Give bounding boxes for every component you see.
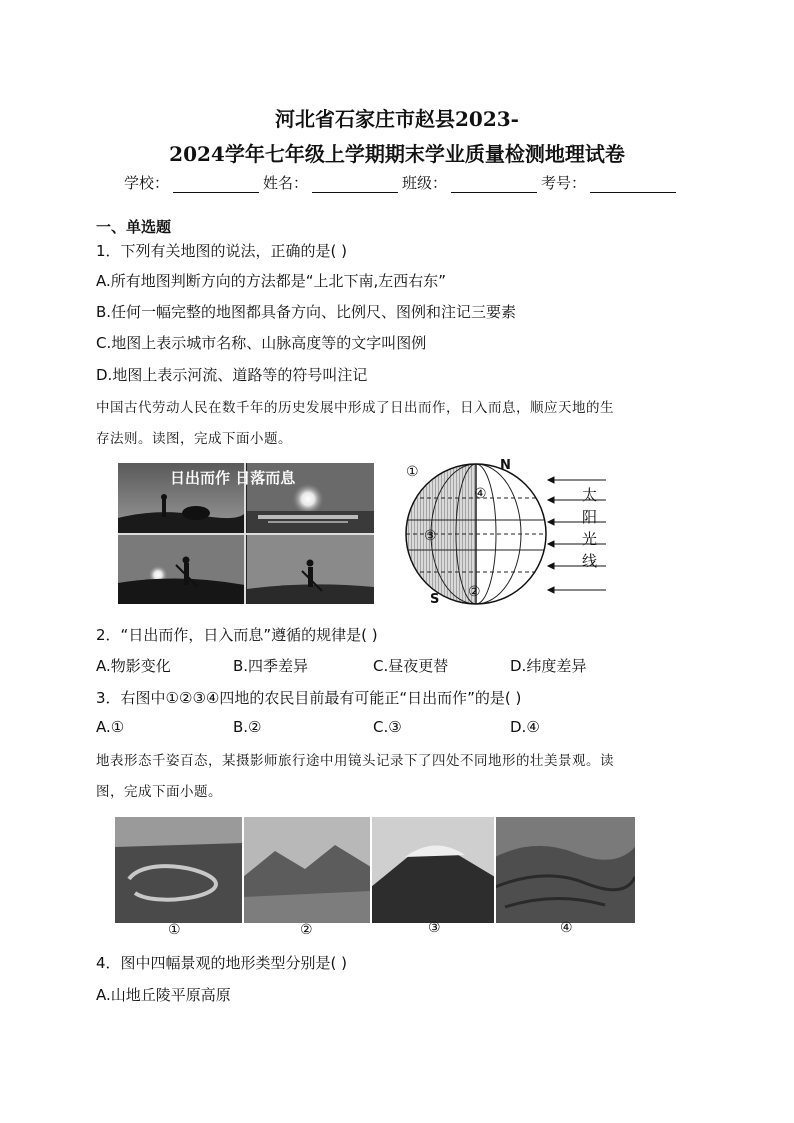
marker-2-label: ②	[468, 584, 481, 600]
q2-option-d[interactable]: D.纬度差异	[510, 657, 587, 675]
sunrise-work-photo-collage	[118, 463, 374, 604]
exam-title-line-2: 2024学年七年级上学期期末学业质量检测地理试卷	[169, 142, 625, 166]
photo-caption: 日出而作 日落而息	[170, 469, 296, 487]
intro2-line-2: 图，完成下面小题。	[96, 784, 222, 800]
landform-label-4: ④	[560, 920, 573, 936]
class-blank[interactable]	[451, 178, 537, 193]
exam-number-field[interactable]	[541, 172, 676, 193]
class-label: 班级：	[402, 174, 448, 192]
landform-label-2: ②	[300, 922, 313, 938]
exam-number-label: 考号：	[541, 174, 587, 192]
q3-option-b[interactable]: B.②	[233, 718, 262, 736]
landform-photos-strip	[115, 817, 635, 923]
sunlight-char-3: 光	[582, 530, 598, 548]
sunlight-char-2: 阳	[582, 508, 598, 526]
intro2-line-1: 地表形态千姿百态，某摄影师旅行途中用镜头记录下了四处不同地形的壮美景观。读	[96, 753, 614, 769]
q1-option-c[interactable]: C.地图上表示城市名称、山脉高度等的文字叫图例	[96, 334, 427, 352]
marker-1-label: ①	[406, 464, 419, 480]
q2-option-b[interactable]: B.四季差异	[233, 657, 309, 675]
school-field[interactable]	[124, 172, 259, 193]
marker-3-label: ③	[424, 528, 437, 544]
q2-option-c[interactable]: C.昼夜更替	[373, 657, 449, 675]
q2-stem: 2．“日出而作，日入而息”遵循的规律是( )	[96, 626, 378, 644]
name-label: 姓名：	[263, 174, 309, 192]
q1-stem: 1．下列有关地图的说法，正确的是( )	[96, 242, 348, 260]
q4-option-a[interactable]: A.山地丘陵平原高原	[96, 986, 231, 1004]
q3-option-a[interactable]: A.①	[96, 718, 125, 736]
globe-daylight-diagram	[396, 458, 610, 608]
q3-stem: 3．右图中①②③④四地的农民目前最有可能正“日出而作”的是( )	[96, 689, 522, 707]
exam-title-line-1: 河北省石家庄市赵县2023-	[275, 107, 519, 131]
q1-option-d[interactable]: D.地图上表示河流、道路等的符号叫注记	[96, 366, 368, 384]
q1-option-b[interactable]: B.任何一幅完整的地图都具备方向、比例尺、图例和注记三要素	[96, 303, 517, 321]
school-label: 学校：	[124, 174, 170, 192]
marker-4-label: ④	[474, 486, 487, 502]
landform-label-3: ③	[428, 920, 441, 936]
intro1-line-2: 存法则。读图，完成下面小题。	[96, 431, 292, 447]
south-pole-label: S	[430, 592, 440, 607]
name-blank[interactable]	[312, 178, 398, 193]
school-blank[interactable]	[173, 178, 259, 193]
name-field[interactable]	[263, 172, 398, 193]
q3-option-d[interactable]: D.④	[510, 718, 540, 736]
q3-option-c[interactable]: C.③	[373, 718, 402, 736]
class-field[interactable]	[402, 172, 537, 193]
intro1-line-1: 中国古代劳动人民在数千年的历史发展中形成了日出而作，日入而息，顺应天地的生	[96, 400, 614, 416]
q2-option-a[interactable]: A.物影变化	[96, 657, 171, 675]
sunlight-char-1: 太	[582, 486, 598, 504]
landform-label-1: ①	[168, 922, 181, 938]
q1-option-a[interactable]: A.所有地图判断方向的方法都是“上北下南,左西右东”	[96, 272, 447, 290]
student-info-fields	[124, 172, 680, 193]
landform-photos-graphic	[115, 817, 635, 923]
sunlight-char-4: 线	[582, 552, 598, 570]
north-pole-label: N	[500, 458, 511, 473]
q4-stem: 4．图中四幅景观的地形类型分别是( )	[96, 954, 348, 972]
section-heading: 一、单选题	[96, 218, 172, 236]
exam-number-blank[interactable]	[590, 178, 676, 193]
